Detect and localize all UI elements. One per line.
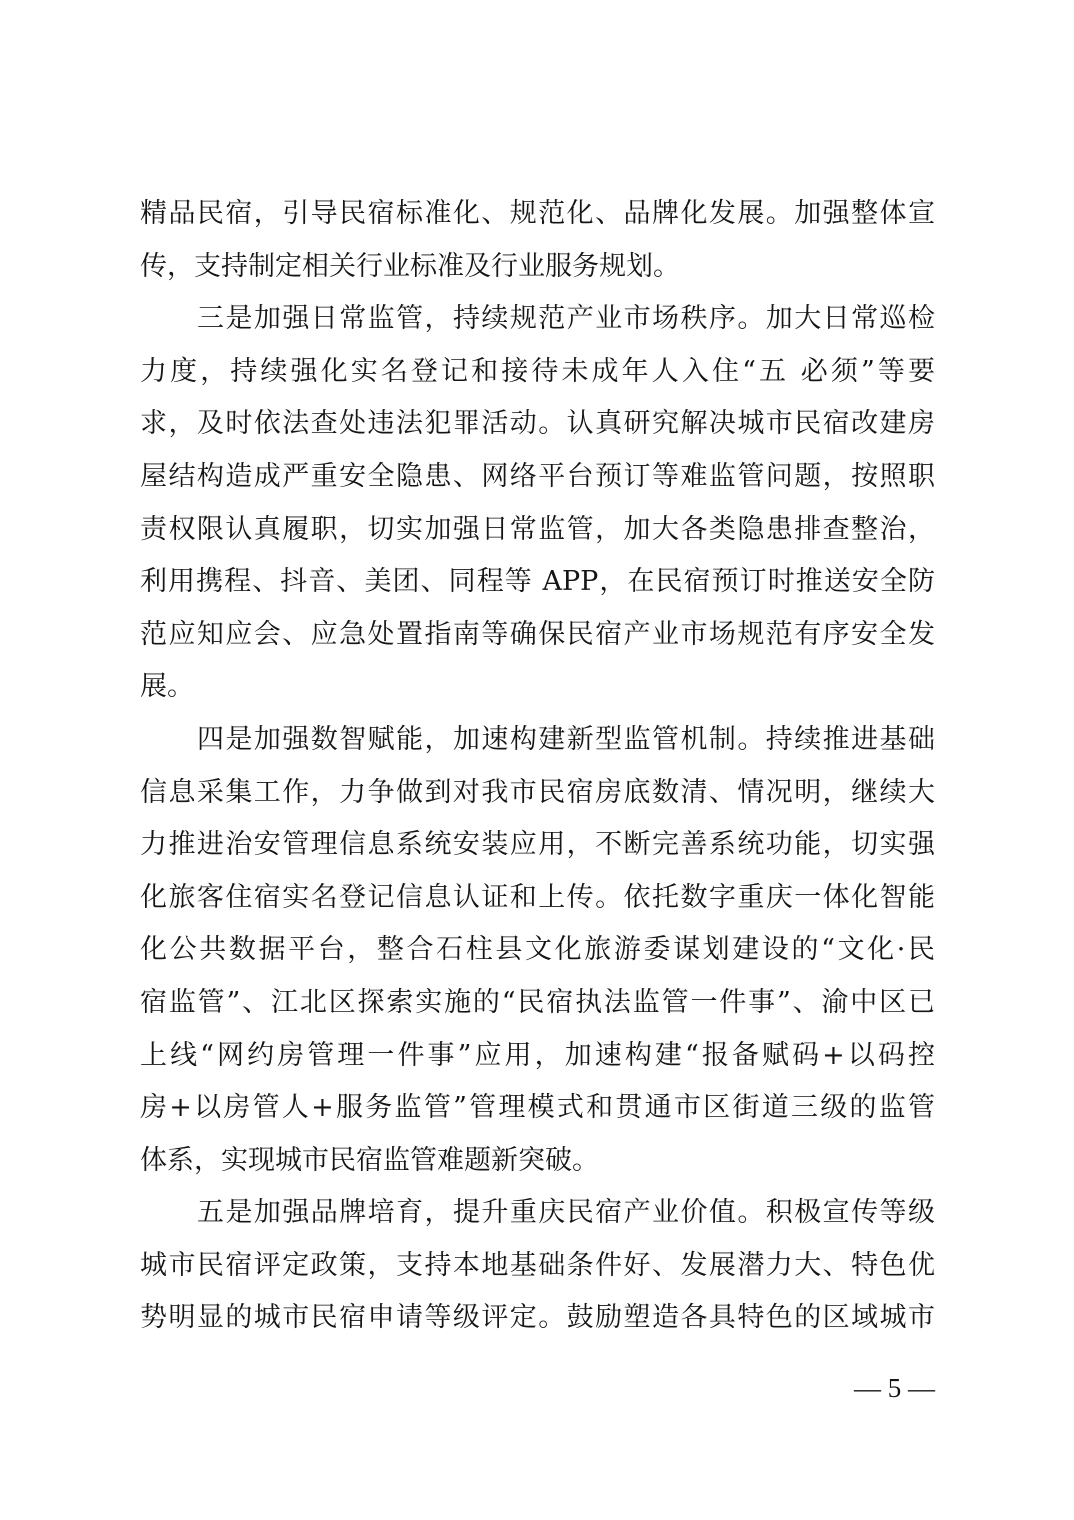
text-line: 精品民宿，引导民宿标准化、规范化、品牌化发展。加强整体宣 [140,198,935,229]
text-line: 力度，持续强化实名登记和接待未成年人入住“五 必须”等要 [140,355,935,387]
text-line: 宿监管”、江北区探索实施的“民宿执法监管一件事”、渝中区已 [140,986,935,1018]
text-line: 力推进治安管理信息系统安装应用，不断完善系统功能，切实强 [140,829,935,861]
text-line: 上线“网约房管理一件事”应用，加速构建“报备赋码+以码控 [140,1039,935,1071]
paragraph [140,714,935,1187]
paragraph [140,293,935,714]
body-text [140,188,935,1345]
text-line: 利用携程、抖音、美团、同程等 APP，在民宿预订时推送安全防 [140,566,935,598]
text-line: 展。 [140,671,194,703]
text-line: 范应知应会、应急处置指南等确保民宿产业市场规范有序安全发 [140,618,935,650]
text-line: 四是加强数智赋能，加速构建新型监管机制。持续推进基础 [197,723,935,755]
text-line: 房+以房管人+服务监管”管理模式和贯通市区街道三级的监管 [140,1092,935,1124]
text-line: 三是加强日常监管，持续规范产业市场秩序。加大日常巡检 [197,303,935,335]
text-line: 屋结构造成严重安全隐患、网络平台预订等难监管问题，按照职 [140,460,935,492]
text-line: 势明显的城市民宿申请等级评定。鼓励塑造各具特色的区域城市 [140,1302,935,1334]
text-line: 城市民宿评定政策，支持本地基础条件好、发展潜力大、特色优 [140,1249,935,1281]
text-line: 体系，实现城市民宿监管难题新突破。 [140,1144,599,1176]
page-number: — 5 — [854,1373,935,1403]
text-line: 求，及时依法查处违法犯罪活动。认真研究解决城市民宿改建房 [140,408,935,440]
text-line: 五是加强品牌培育，提升重庆民宿产业价值。积极宣传等级 [197,1197,935,1229]
text-line: 信息采集工作，力争做到对我市民宿房底数清、情况明，继续大 [140,776,935,808]
text-line: 责权限认真履职，切实加强日常监管，加大各类隐患排查整治， [140,513,935,545]
paragraph [140,1187,935,1345]
text-line: 传，支持制定相关行业标准及行业服务规划。 [140,250,680,282]
text-line: 化公共数据平台，整合石柱县文化旅游委谋划建设的“文化·民 [140,934,935,966]
text-line: 化旅客住宿实名登记信息认证和上传。依托数字重庆一体化智能 [140,881,935,913]
paragraph [140,188,935,293]
